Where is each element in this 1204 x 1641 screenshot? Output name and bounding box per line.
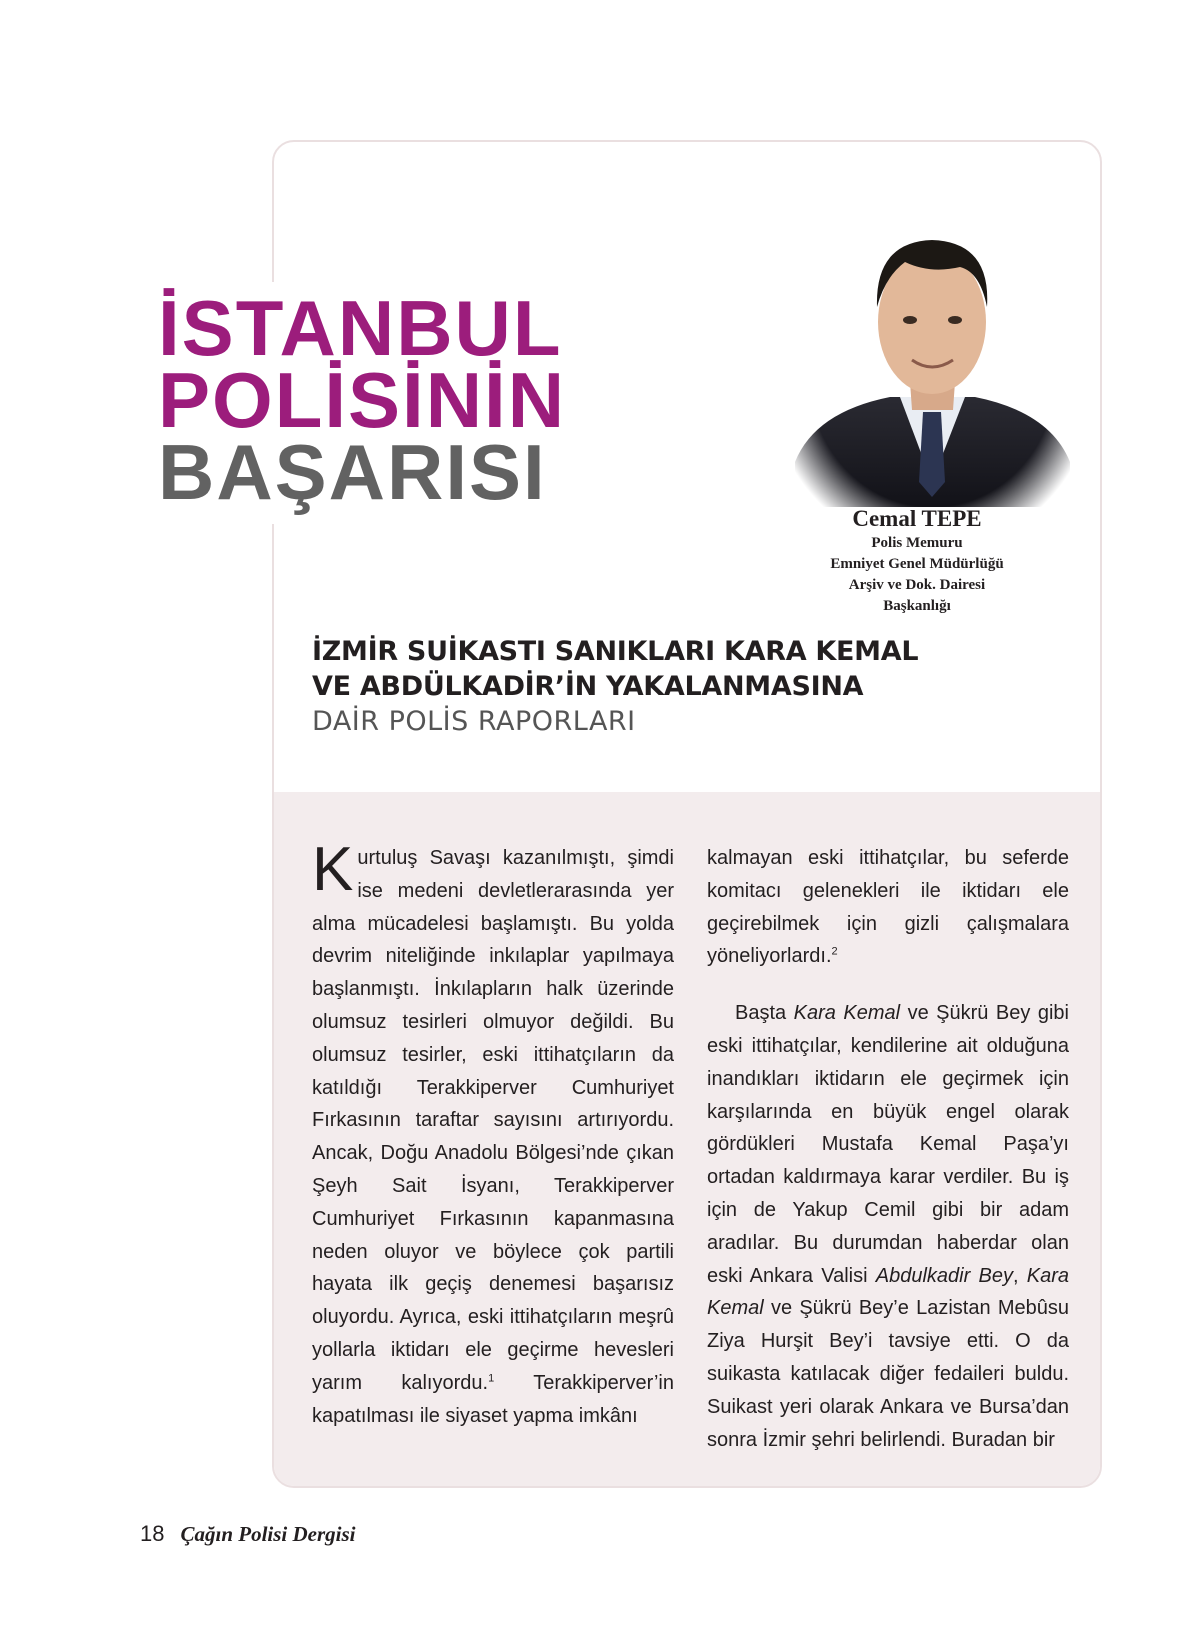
- footnote-ref-1[interactable]: 1: [488, 1372, 495, 1385]
- author-name: Cemal TEPE: [852, 506, 982, 531]
- author-portrait: [795, 212, 1070, 507]
- page-number: 18: [140, 1521, 165, 1546]
- body-text: ve Şükrü Bey’e Lazistan Mebûsu Ziya Hurşit Bey’i tavsiye etti. O da suikasta katılacak diğer fedaileri buldu. Suikast yeri olarak Ankara ve Bursa’dan sonra İzmir şehri belirlendi. Buradan bir: [707, 1297, 1069, 1451]
- emphasis-name: Abdulkadir Bey: [875, 1264, 1013, 1287]
- emphasis-name: Kara Kemal: [707, 1264, 1069, 1320]
- headline: [158, 282, 584, 524]
- subtitle-line-1: İZMİR SUİKASTI SANIKLARI KARA KEMAL: [312, 636, 919, 667]
- magazine-name: Çağın Polisi Dergisi: [180, 1522, 356, 1546]
- body-text: Başta: [735, 1002, 794, 1025]
- subtitle-line-3: DAİR POLİS RAPORLARI: [312, 706, 636, 737]
- headline-line-1: İSTANBUL: [158, 284, 563, 372]
- body-text: ,: [1012, 1264, 1027, 1287]
- emphasis-name: Kara Kemal: [793, 1002, 901, 1025]
- author-info: [800, 505, 1034, 617]
- headline-line-2: POLİSİNİN: [158, 356, 567, 444]
- author-title: Polis Memuru: [871, 535, 963, 551]
- subtitle-line-2: VE ABDÜLKADİR’İN YAKALANMASINA: [312, 671, 864, 702]
- paragraph: [707, 842, 1069, 973]
- body-text: kalmayan eski ittihatçılar, bu seferde komitacı gelenekleri ile iktidarı ele geçirebilmek için gizli çalışmalara yöneliyorlardı.: [707, 847, 1069, 968]
- body-text: Terakkiperver’in kapatılması ile siyaset yapma imkânı: [312, 1371, 674, 1427]
- paragraph: [707, 997, 1069, 1456]
- footnote-ref-2[interactable]: 2: [831, 945, 838, 958]
- body-column-2: [707, 842, 1069, 1456]
- article-subtitle: [312, 634, 1072, 739]
- drop-cap: K: [312, 835, 354, 904]
- author-org-3: Başkanlığı: [883, 598, 951, 614]
- paragraph: [312, 835, 674, 1432]
- body-text: ve Şükrü Bey gibi eski ittihatçılar, kendilerine ait olduğuna inandıkları iktidarın ele geçirmek için karşılarında en büyük engel olarak gördükleri Mustafa Kemal Paşa’yı ortadan kaldırmaya karar verdiler. Bu iş için de Yakup Cemil gibi bir adam aradılar. Bu durumdan haberdar olan eski Ankara Valisi: [707, 1002, 1069, 1287]
- page-footer: [140, 1521, 356, 1547]
- author-org-1: Emniyet Genel Müdürlüğü: [830, 556, 1004, 572]
- body-text: urtuluş Savaşı kazanılmıştı, şimdi ise medeni devletlerarasında yer alma mücadelesi başlamıştı. Bu yolda devrim niteliğinde inkılaplar yapılmaya başlanmıştı. İnkılapların halk üzerinde olumsuz tesirleri olmuyor değildi. Bu olumsuz tesirler, eski ittihatçıların da katıldığı Terakkiperver Cumhuriyet Fırkasının taraftar sayısını artırıyordu. Ancak, Doğu Anadolu Bölgesi’nde çıkan Şeyh Sait İsyanı, Terakkiperver Cumhuriyet Fırkasının kapanmasına neden oluyor ve böylece çok partili hayata ilk geçiş denemesi başarısız oluyordu. Ayrıca, eski ittihatçıların meşrû yollarla iktidarı ele geçirme hevesleri yarım kalıyordu.: [312, 847, 674, 1394]
- body-column-1: [312, 835, 674, 1432]
- headline-line-3: BAŞARISI: [158, 428, 547, 516]
- author-org-2: Arşiv ve Dok. Dairesi: [848, 577, 986, 593]
